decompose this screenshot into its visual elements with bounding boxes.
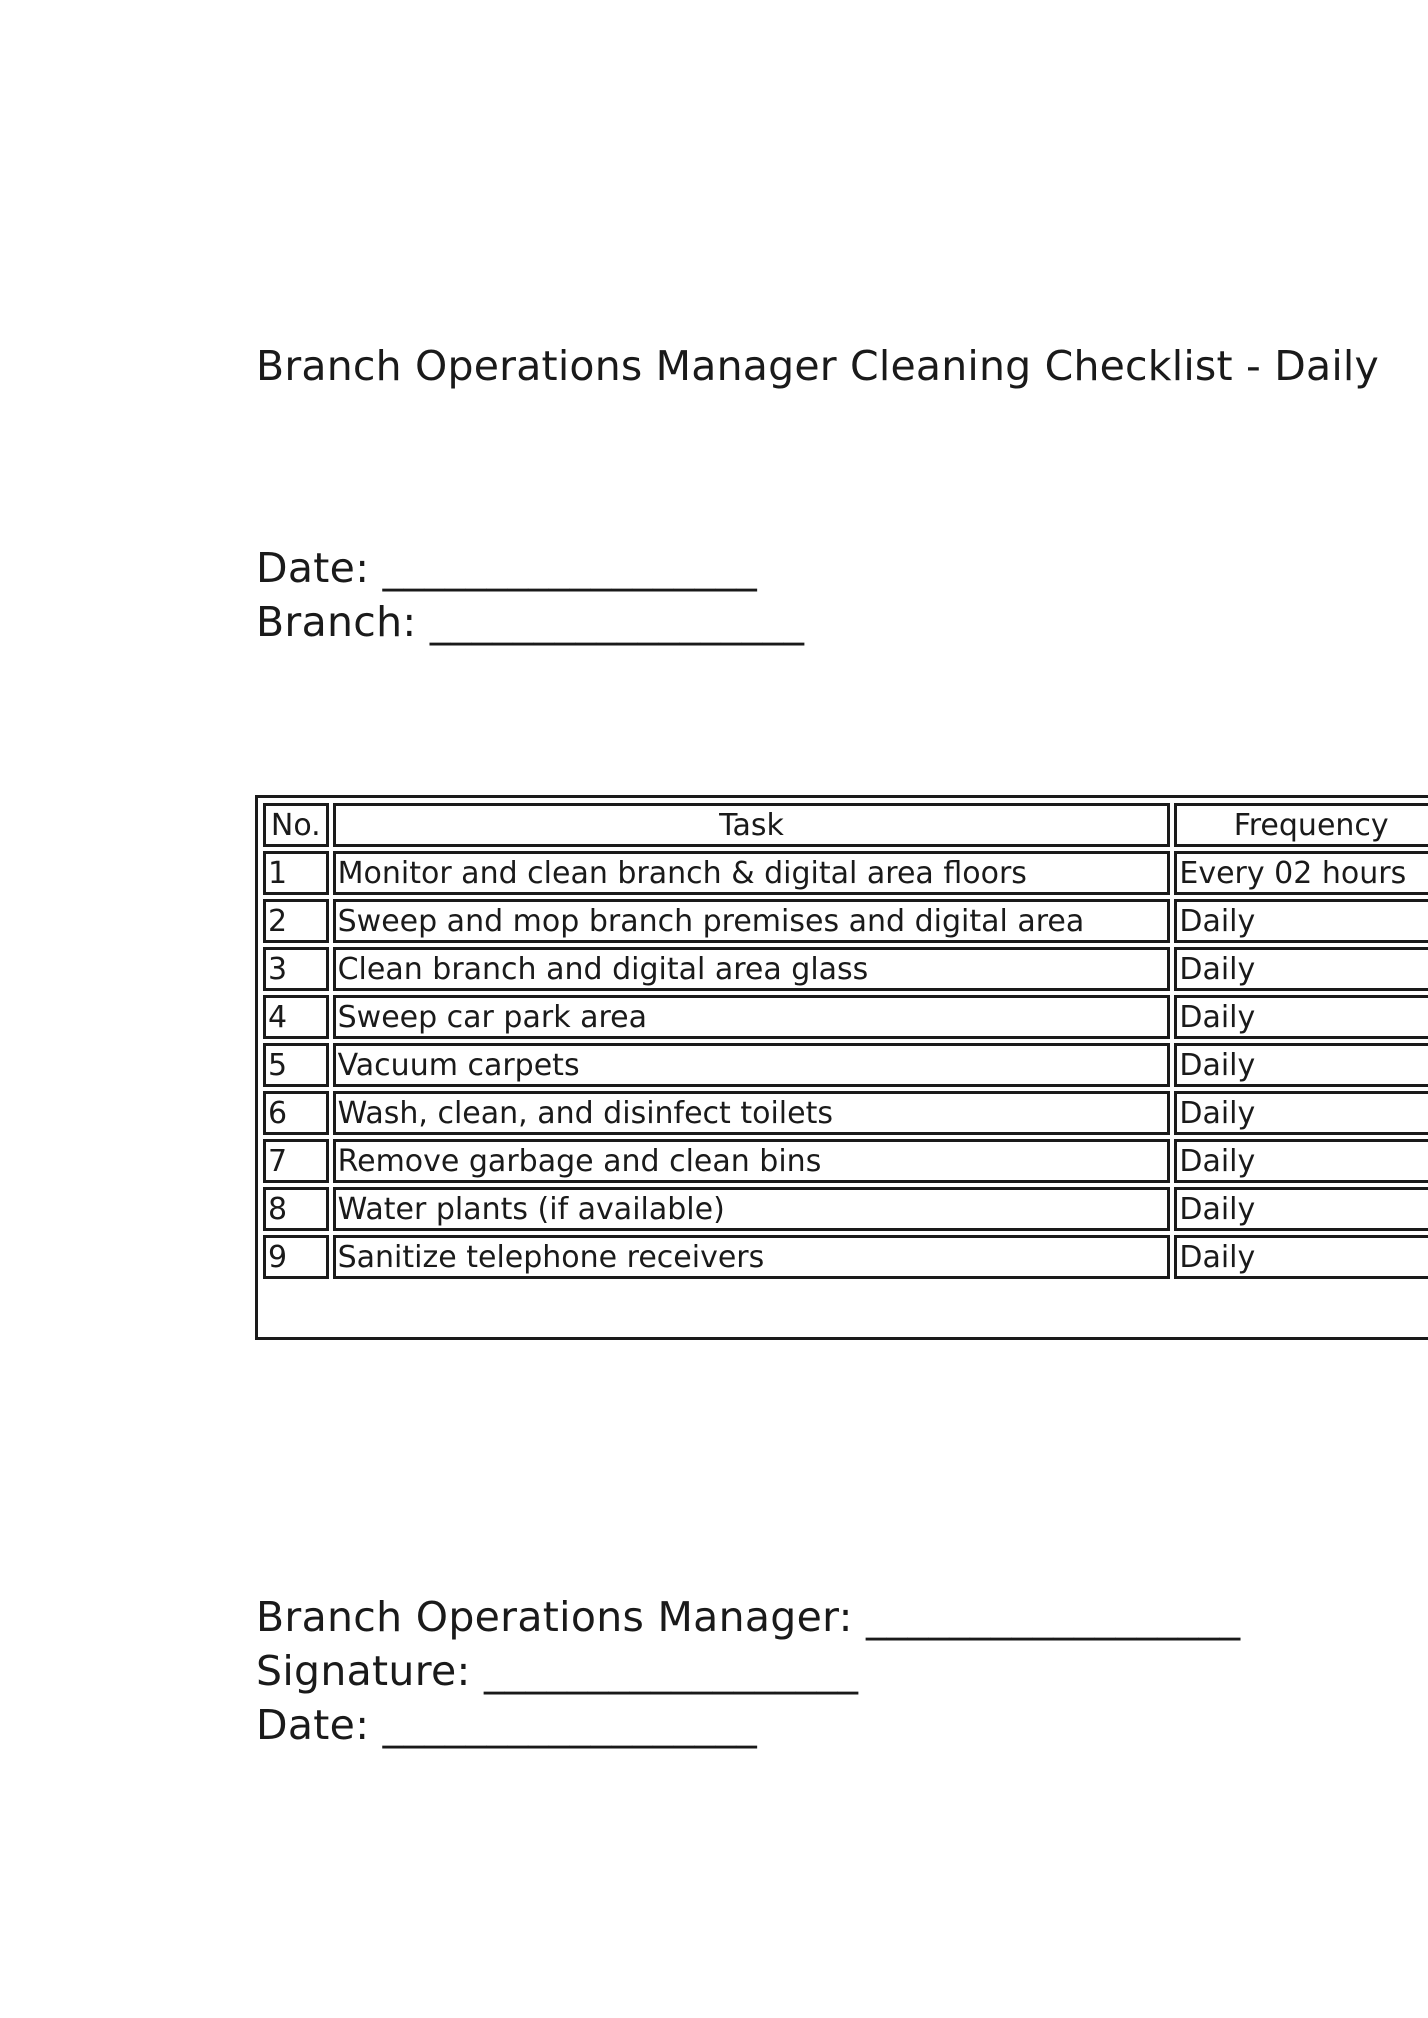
row-number: 8 xyxy=(263,1187,329,1231)
row-number: 7 xyxy=(263,1139,329,1183)
row-frequency: Daily xyxy=(1174,899,1428,943)
header-frequency: Frequency xyxy=(1174,803,1428,847)
row-task: Sweep car park area xyxy=(333,995,1171,1039)
signature-blank: __________________ xyxy=(483,1647,859,1695)
signature-label: Signature: xyxy=(256,1647,471,1695)
row-frequency: Daily xyxy=(1174,995,1428,1039)
row-task: Remove garbage and clean bins xyxy=(333,1139,1171,1183)
branch-label: Branch: xyxy=(256,598,417,646)
row-number: 5 xyxy=(263,1043,329,1087)
row-frequency: Daily xyxy=(1174,1187,1428,1231)
row-frequency: Every 02 hours xyxy=(1174,851,1428,895)
checklist-table xyxy=(255,795,1428,1340)
table-row xyxy=(263,1043,1428,1087)
row-number: 4 xyxy=(263,995,329,1039)
manager-label: Branch Operations Manager: xyxy=(256,1593,853,1641)
table-row xyxy=(263,1187,1428,1231)
footer-date-field[interactable] xyxy=(256,1698,757,1752)
row-frequency: Daily xyxy=(1174,1043,1428,1087)
date-label: Date: xyxy=(256,544,370,592)
row-number: 6 xyxy=(263,1091,329,1135)
row-number: 3 xyxy=(263,947,329,991)
row-task: Water plants (if available) xyxy=(333,1187,1171,1231)
table-row xyxy=(263,947,1428,991)
row-number: 2 xyxy=(263,899,329,943)
row-frequency: Daily xyxy=(1174,947,1428,991)
row-task: Vacuum carpets xyxy=(333,1043,1171,1087)
row-frequency: Daily xyxy=(1174,1091,1428,1135)
table-row xyxy=(263,899,1428,943)
manager-blank: __________________ xyxy=(866,1593,1241,1641)
date-blank: __________________ xyxy=(382,544,758,592)
page-title: Branch Operations Manager Cleaning Checklist - Daily xyxy=(256,342,1379,390)
table-row xyxy=(263,995,1428,1039)
date-field[interactable] xyxy=(256,541,757,595)
row-number: 1 xyxy=(263,851,329,895)
row-task: Sweep and mop branch premises and digital area xyxy=(333,899,1171,943)
table-row xyxy=(263,1139,1428,1183)
row-task: Wash, clean, and disinfect toilets xyxy=(333,1091,1171,1135)
signature-field[interactable] xyxy=(256,1644,858,1698)
table-header-row xyxy=(263,803,1428,847)
header-no: No. xyxy=(263,803,329,847)
row-number: 9 xyxy=(263,1235,329,1279)
branch-field[interactable] xyxy=(256,595,804,649)
table-row xyxy=(263,1235,1428,1279)
footer-date-label: Date: xyxy=(256,1701,370,1749)
table-row xyxy=(263,1091,1428,1135)
branch-blank: __________________ xyxy=(429,598,805,646)
manager-field[interactable] xyxy=(256,1590,1240,1644)
row-frequency: Daily xyxy=(1174,1235,1428,1279)
row-task: Clean branch and digital area glass xyxy=(333,947,1171,991)
row-task: Monitor and clean branch & digital area floors xyxy=(333,851,1171,895)
row-task: Sanitize telephone receivers xyxy=(333,1235,1171,1279)
header-task: Task xyxy=(333,803,1171,847)
footer-date-blank: __________________ xyxy=(382,1701,758,1749)
row-frequency: Daily xyxy=(1174,1139,1428,1183)
table-row xyxy=(263,851,1428,895)
